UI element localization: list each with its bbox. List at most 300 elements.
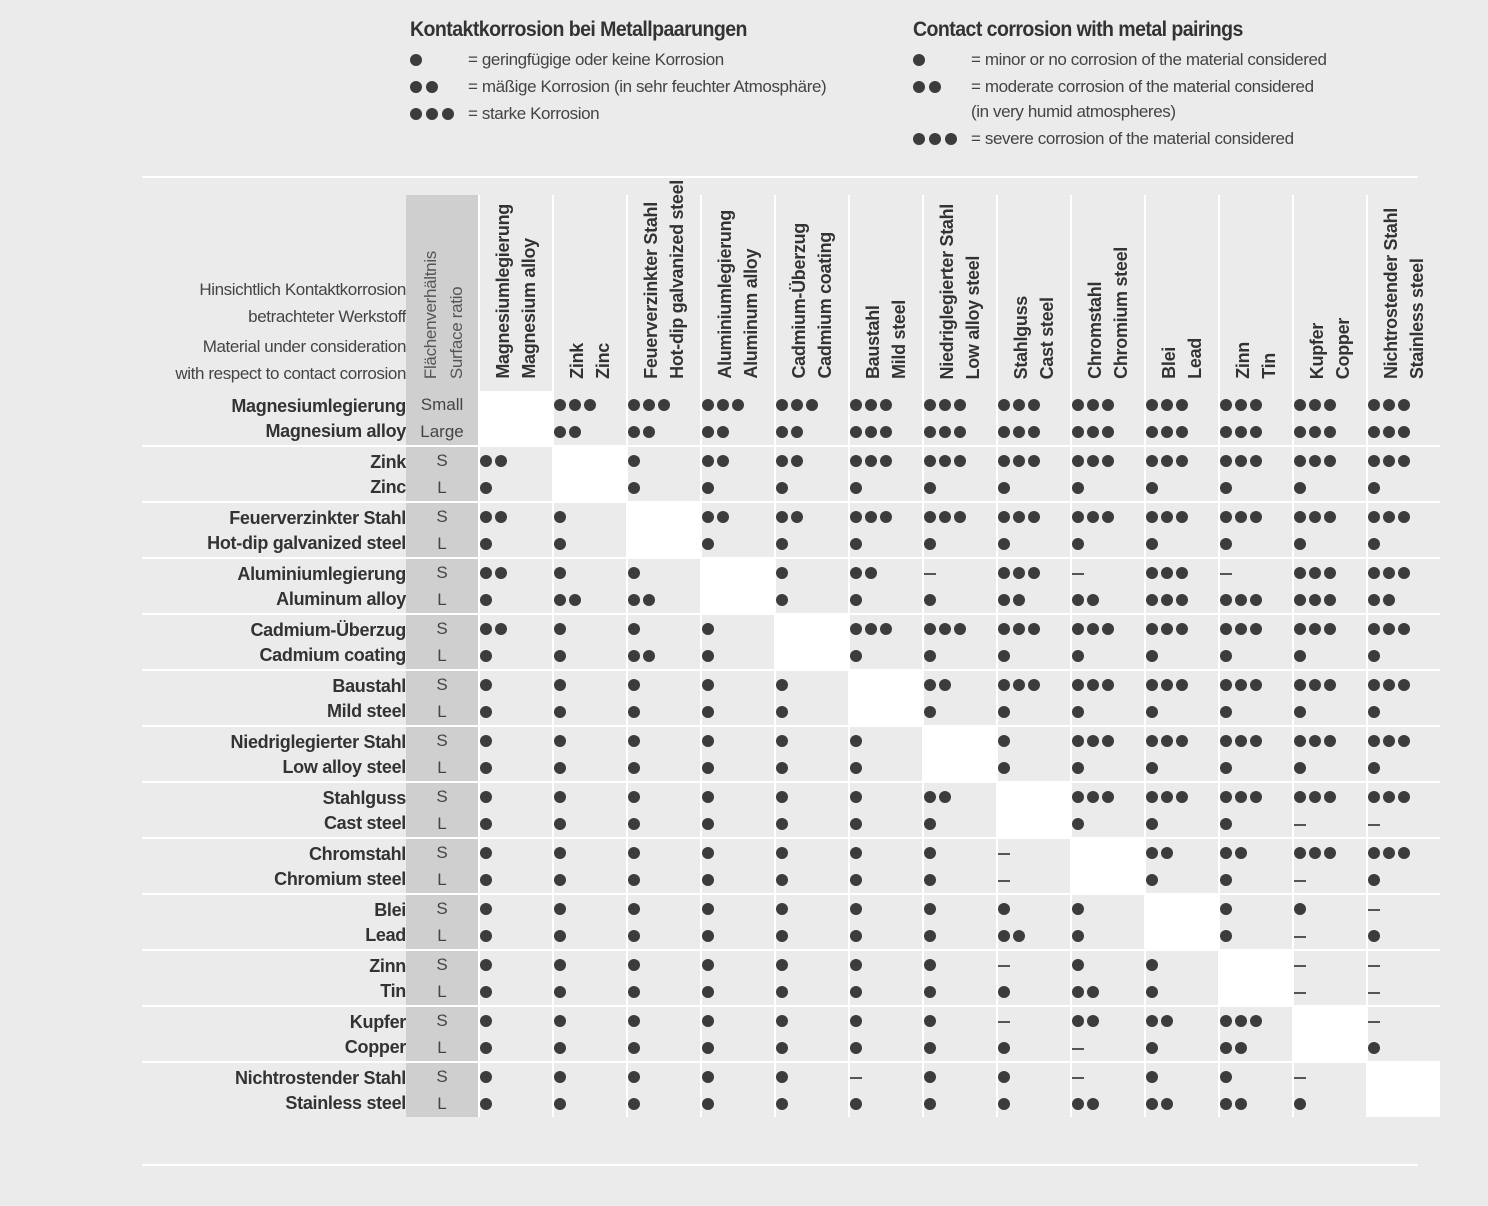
matrix-cell: [1071, 642, 1145, 670]
corrosion-dot: [924, 482, 936, 494]
corrosion-dot: [1013, 426, 1025, 438]
dash-symbol: [1294, 965, 1306, 967]
corrosion-rating: [1220, 447, 1292, 474]
corrosion-rating: [554, 418, 626, 445]
matrix-cell: [701, 1062, 775, 1090]
matrix-cell: [627, 698, 701, 726]
corrosion-rating: [1368, 839, 1440, 866]
corrosion-dot: [1383, 567, 1395, 579]
matrix-cell: [923, 1006, 997, 1034]
row-material-label: Chromium steel: [274, 869, 406, 889]
matrix-cell: [997, 530, 1071, 558]
matrix-cell: [923, 698, 997, 726]
corrosion-dot: [1294, 735, 1306, 747]
matrix-cell: [849, 894, 923, 922]
corrosion-dot: [717, 511, 729, 523]
matrix-cell: [1367, 502, 1440, 530]
corrosion-dot: [850, 847, 862, 859]
matrix-cell: [1293, 614, 1367, 642]
corrosion-dot: [850, 818, 862, 830]
matrix-cell: [1367, 446, 1440, 474]
column-header: [923, 195, 997, 387]
matrix-cell: [1071, 1006, 1145, 1034]
corrosion-dot: [702, 903, 714, 915]
corrosion-rating: [998, 727, 1070, 754]
corrosion-dot: [1161, 623, 1173, 635]
surface-ratio-cell: S: [406, 950, 479, 978]
legend-text-continued: (in very humid atmospheres): [971, 101, 1176, 121]
corrosion-rating: [1072, 1063, 1144, 1090]
corrosion-dot: [1324, 791, 1336, 803]
corrosion-rating: [998, 418, 1070, 445]
corrosion-dot: [554, 511, 566, 523]
corrosion-dot: [1235, 1042, 1247, 1054]
matrix-cell: [479, 866, 553, 894]
corrosion-rating: [998, 559, 1070, 586]
corrosion-rating: [480, 922, 552, 949]
matrix-cell: [1219, 866, 1293, 894]
corrosion-dot: [1072, 706, 1084, 718]
column-header: [1071, 195, 1145, 387]
matrix-cell: [701, 502, 775, 530]
matrix-cell: [775, 838, 849, 866]
matrix-cell: [1145, 726, 1219, 754]
dash-symbol: [924, 573, 936, 575]
corrosion-dot: [776, 959, 788, 971]
corrosion-rating: [480, 839, 552, 866]
corrosion-rating: [998, 978, 1070, 1005]
row-material-label: Zink: [142, 446, 406, 474]
corrosion-dot: [998, 426, 1010, 438]
matrix-cell: [1145, 698, 1219, 726]
corrosion-dot: [1146, 1042, 1158, 1054]
matrix-cell: [1367, 670, 1440, 698]
corrosion-dot: [1102, 623, 1114, 635]
corrosion-rating: [480, 559, 552, 586]
dash-symbol: [998, 1021, 1010, 1023]
corrosion-rating: [480, 474, 552, 501]
corrosion-rating: [1146, 586, 1218, 613]
table-row: [142, 558, 1440, 586]
matrix-cell: [479, 1062, 553, 1090]
matrix-cell: [553, 922, 627, 950]
corrosion-rating: [1146, 642, 1218, 669]
corrosion-rating: [776, 559, 848, 586]
matrix-cell: [997, 558, 1071, 586]
corrosion-rating: [998, 754, 1070, 781]
corrosion-dot: [1398, 735, 1410, 747]
matrix-cell: [479, 558, 553, 586]
table-row: [142, 586, 1440, 614]
legend-text: = geringfügige oder keine Korrosion: [468, 49, 724, 69]
corrosion-dot: [1220, 679, 1232, 691]
corrosion-rating: [850, 1090, 922, 1117]
matrix-cell: [479, 922, 553, 950]
corrosion-dot: [1102, 735, 1114, 747]
corrosion-dot: [1028, 455, 1040, 467]
corrosion-dot: [1087, 511, 1099, 523]
corrosion-dot: [924, 594, 936, 606]
corrosion-dot: [480, 986, 492, 998]
matrix-cell: [775, 1006, 849, 1034]
matrix-cell: [775, 754, 849, 782]
matrix-cell: [849, 1090, 923, 1117]
corrosion-rating: [480, 530, 552, 557]
corrosion-dot: [1161, 679, 1173, 691]
matrix-cell: [923, 1034, 997, 1062]
corrosion-rating: [628, 1007, 700, 1034]
corrosion-rating: [1294, 642, 1366, 669]
corrosion-rating: [998, 642, 1070, 669]
corrosion-rating: [776, 671, 848, 698]
corrosion-dot: [1398, 511, 1410, 523]
corrosion-dot: [1250, 455, 1262, 467]
matrix-cell: [775, 922, 849, 950]
corrosion-dot: [850, 567, 862, 579]
corrosion-rating: [554, 727, 626, 754]
corrosion-dot: [880, 426, 892, 438]
corrosion-matrix: [142, 180, 1440, 1117]
corrosion-dot: [702, 650, 714, 662]
table-row: [142, 670, 1440, 698]
corrosion-dot: [913, 133, 925, 145]
corrosion-dot: [1368, 482, 1380, 494]
column-header-text: [1230, 342, 1282, 379]
diagonal-cell: [479, 391, 553, 446]
row-material-label: Lead: [365, 925, 406, 945]
corrosion-dot: [776, 482, 788, 494]
corrosion-dot: [1235, 511, 1247, 523]
matrix-cell: [1145, 1062, 1219, 1090]
corrosion-dot: [1102, 426, 1114, 438]
corrosion-dot: [924, 847, 936, 859]
corrosion-rating: [554, 839, 626, 866]
corrosion-rating: [1146, 810, 1218, 837]
table-row: [142, 474, 1440, 502]
matrix-cell: [553, 586, 627, 614]
corrosion-dot: [865, 623, 877, 635]
matrix-cell: [627, 558, 701, 586]
corrosion-dot: [628, 1042, 640, 1054]
corrosion-dot: [702, 1098, 714, 1110]
corrosion-dot: [1383, 791, 1395, 803]
matrix-cell: [1367, 558, 1440, 586]
corrosion-dot: [1087, 986, 1099, 998]
dash-symbol: [1294, 880, 1306, 882]
corrosion-rating: [850, 951, 922, 978]
matrix-cell: [1219, 1034, 1293, 1062]
corrosion-dot: [1368, 399, 1380, 411]
matrix-cell: [923, 446, 997, 474]
corrosion-rating: [1294, 615, 1366, 642]
corrosion-dot: [776, 762, 788, 774]
corrosion-dot: [1294, 1098, 1306, 1110]
corrosion-dot: [1309, 567, 1321, 579]
corrosion-dot: [998, 1098, 1010, 1110]
corrosion-rating: [480, 810, 552, 837]
corrosion-dot: [1146, 679, 1158, 691]
column-material-de: Stahlguss: [1011, 295, 1031, 379]
corrosion-rating: [628, 447, 700, 474]
row-material-label: Aluminiumlegierung: [142, 558, 406, 586]
corrosion-dot: [1220, 930, 1232, 942]
corrosion-rating: [702, 754, 774, 781]
matrix-cell: [923, 418, 997, 446]
corrosion-rating: [1146, 474, 1218, 501]
matrix-cell: [627, 866, 701, 894]
corrosion-dot: [1146, 455, 1158, 467]
column-material-de: Aluminiumlegierung: [715, 210, 735, 379]
corrosion-dot: [717, 455, 729, 467]
corrosion-dot: [1146, 567, 1158, 579]
matrix-cell: [701, 530, 775, 558]
corrosion-rating: [924, 474, 996, 501]
table-row: [142, 614, 1440, 642]
corrosion-dot: [776, 399, 788, 411]
matrix-cell: [997, 698, 1071, 726]
corrosion-dot: [1309, 847, 1321, 859]
corrosion-dot: [924, 1098, 936, 1110]
corrosion-rating: [554, 783, 626, 810]
corrosion-rating: [1368, 866, 1440, 893]
matrix-cell: [553, 670, 627, 698]
corrosion-dot: [1368, 567, 1380, 579]
matrix-cell: [627, 391, 701, 418]
corrosion-rating: [998, 1063, 1070, 1090]
corrosion-dot: [1309, 623, 1321, 635]
corrosion-rating: [554, 559, 626, 586]
matrix-cell: [997, 418, 1071, 446]
matrix-cell: [849, 782, 923, 810]
matrix-cell: [1367, 754, 1440, 782]
corrosion-rating: [1368, 754, 1440, 781]
corrosion-dot: [1294, 567, 1306, 579]
corrosion-rating: [1072, 698, 1144, 725]
matrix-cell: [775, 1034, 849, 1062]
table-row: [142, 810, 1440, 838]
matrix-cell: [1293, 474, 1367, 502]
matrix-cell: [1071, 502, 1145, 530]
corrosion-dot: [554, 1042, 566, 1054]
matrix-cell: [553, 810, 627, 838]
corrosion-dot: [1176, 791, 1188, 803]
corrosion-dot: [998, 679, 1010, 691]
corrosion-rating: [702, 615, 774, 642]
surface-ratio-cell: L: [406, 810, 479, 838]
surface-ratio-cell: L: [406, 530, 479, 558]
table-row: [142, 894, 1440, 922]
corrosion-rating: [1072, 391, 1144, 418]
matrix-cell: [775, 950, 849, 978]
corrosion-dot: [480, 791, 492, 803]
row-material-label: Low alloy steel: [282, 757, 406, 777]
corrosion-dot: [1220, 818, 1232, 830]
matrix-cell: [775, 782, 849, 810]
corrosion-dot: [1294, 455, 1306, 467]
corrosion-dot: [569, 426, 581, 438]
matrix-cell: [627, 614, 701, 642]
corrosion-rating: [1294, 418, 1366, 445]
table-row: [142, 530, 1440, 558]
corrosion-rating: [998, 586, 1070, 613]
matrix-cell: [1367, 1034, 1440, 1062]
matrix-cell: [1071, 782, 1145, 810]
column-material-en: Cadmium coating: [815, 232, 835, 379]
corrosion-rating: [628, 671, 700, 698]
column-material-en: Low alloy steel: [963, 255, 983, 379]
legend-row: [410, 46, 826, 73]
corrosion-rating: [776, 1063, 848, 1090]
corrosion-rating: [1294, 671, 1366, 698]
matrix-cell: [701, 950, 775, 978]
table-row: [142, 866, 1440, 894]
corrosion-dot: [1309, 455, 1321, 467]
matrix-cell: [775, 698, 849, 726]
column-header: [1219, 195, 1293, 387]
corrosion-dot: [480, 903, 492, 915]
corrosion-dot: [1294, 847, 1306, 859]
matrix-cell: [923, 586, 997, 614]
corrosion-dot: [924, 623, 936, 635]
column-material-de: Kupfer: [1307, 322, 1327, 379]
corrosion-rating: [702, 642, 774, 669]
matrix-cell: [849, 866, 923, 894]
corrosion-dot: [554, 818, 566, 830]
corrosion-dot: [628, 1071, 640, 1083]
corrosion-rating: [1294, 474, 1366, 501]
matrix-cell: [849, 1034, 923, 1062]
corrosion-dot: [554, 426, 566, 438]
column-material-de: Blei: [1159, 347, 1179, 379]
matrix-cell: [1367, 894, 1440, 922]
corrosion-dot: [480, 1015, 492, 1027]
corrosion-dot: [628, 482, 640, 494]
corrosion-rating: [1072, 951, 1144, 978]
legend-items-de: [410, 46, 826, 127]
corrosion-dot: [1235, 847, 1247, 859]
matrix-cell: [1145, 754, 1219, 782]
corrosion-dot: [1250, 791, 1262, 803]
corrosion-rating: [776, 474, 848, 501]
corrosion-dot: [1368, 511, 1380, 523]
corrosion-dot: [954, 511, 966, 523]
matrix-cell: [479, 1034, 553, 1062]
corrosion-dot: [1309, 791, 1321, 803]
column-header-text: [1378, 208, 1430, 379]
corrosion-dot: [1294, 762, 1306, 774]
row-axis-label-en: Material under consideration: [202, 337, 406, 356]
matrix-cell: [1219, 474, 1293, 502]
corrosion-dot: [1294, 511, 1306, 523]
column-material-en: Stainless steel: [1407, 258, 1427, 379]
corrosion-dot: [1220, 903, 1232, 915]
legend-row-continued: [913, 98, 1327, 125]
column-material-en: Tin: [1259, 353, 1279, 379]
matrix-cell: [775, 446, 849, 474]
surface-ratio-cell: S: [406, 894, 479, 922]
row-material-label: Niedriglegierter Stahl: [142, 726, 406, 754]
corrosion-dot: [1235, 791, 1247, 803]
corrosion-rating: [1220, 895, 1292, 922]
corrosion-dot: [628, 650, 640, 662]
diagonal-cell: [775, 614, 849, 670]
corrosion-dot: [554, 706, 566, 718]
corrosion-dot: [998, 986, 1010, 998]
corrosion-dot: [1146, 650, 1158, 662]
dash-symbol: [1368, 909, 1380, 911]
corrosion-dot: [1294, 426, 1306, 438]
row-material-label: Cadmium-Überzug: [142, 614, 406, 642]
corrosion-rating: [1368, 503, 1440, 530]
corrosion-dot: [1176, 455, 1188, 467]
matrix-cell: [701, 810, 775, 838]
matrix-cell: [1219, 586, 1293, 614]
corrosion-rating: [1220, 839, 1292, 866]
legend-symbol: [410, 54, 468, 66]
corrosion-dot: [776, 426, 788, 438]
corrosion-dot: [702, 735, 714, 747]
corrosion-dot: [1176, 594, 1188, 606]
corrosion-rating: [776, 978, 848, 1005]
corrosion-dot: [1102, 455, 1114, 467]
legend-row: [913, 73, 1327, 100]
corrosion-rating: [850, 474, 922, 501]
corrosion-rating: [702, 671, 774, 698]
corrosion-rating: [702, 1007, 774, 1034]
corrosion-dot: [924, 679, 936, 691]
corrosion-dot: [554, 1071, 566, 1083]
legend-symbol: [913, 81, 971, 93]
matrix-cell: [1367, 726, 1440, 754]
row-material-label: Stahlguss: [142, 782, 406, 810]
corrosion-dot: [554, 959, 566, 971]
corrosion-dot: [1146, 1015, 1158, 1027]
matrix-cell: [1145, 586, 1219, 614]
corrosion-rating: [776, 503, 848, 530]
matrix-cell: [627, 586, 701, 614]
corrosion-dot: [929, 133, 941, 145]
diagonal-cell: [1071, 838, 1145, 894]
matrix-cell: [701, 782, 775, 810]
matrix-cell: [923, 530, 997, 558]
matrix-cell: [1367, 586, 1440, 614]
row-material-label: Hot-dip galvanized steel: [207, 533, 406, 553]
corrosion-dot: [998, 930, 1010, 942]
corrosion-dot: [1176, 735, 1188, 747]
corrosion-rating: [850, 783, 922, 810]
corrosion-dot: [702, 538, 714, 550]
corrosion-dot: [480, 735, 492, 747]
corrosion-rating: [1146, 615, 1218, 642]
corrosion-rating: [554, 671, 626, 698]
corrosion-dot: [554, 986, 566, 998]
corrosion-rating: [998, 503, 1070, 530]
matrix-cell: [479, 474, 553, 502]
matrix-cell: [849, 642, 923, 670]
matrix-cell: [553, 978, 627, 1006]
corrosion-dot: [776, 511, 788, 523]
dash-symbol: [1072, 573, 1084, 575]
corrosion-dot: [1324, 567, 1336, 579]
diagonal-cell: [923, 726, 997, 782]
corrosion-dot: [1235, 623, 1247, 635]
matrix-cell: [627, 418, 701, 446]
matrix-cell: [627, 1062, 701, 1090]
matrix-cell: [775, 502, 849, 530]
dash-symbol: [1368, 824, 1380, 826]
matrix-cell: [849, 418, 923, 446]
legend-row: [410, 100, 826, 127]
